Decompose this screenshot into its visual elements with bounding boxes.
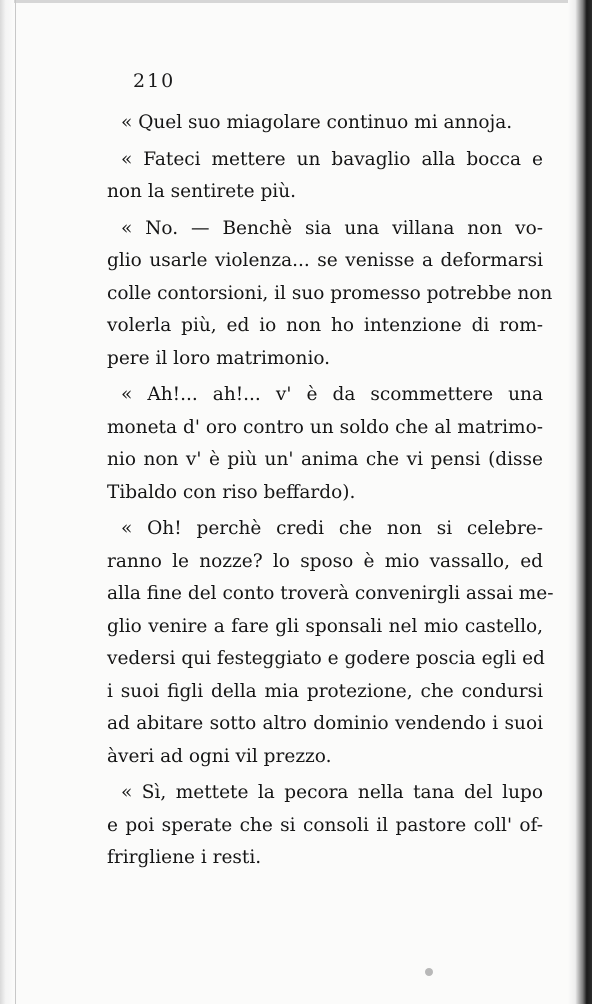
page-number: 210 (133, 70, 176, 92)
text-line: àveri ad ogni vil prezzo. (107, 745, 332, 767)
text-line: moneta d' oro contro un soldo che al matrimo- (107, 416, 543, 438)
book-spine-shadow (568, 0, 592, 1004)
paper-blemish (425, 968, 433, 976)
text-line: i suoi figli della mia protezione, che condursi (107, 680, 543, 702)
text-line: non la sentirete più. (107, 181, 296, 202)
text-line: « Quel suo miagolare continuo mi annoja. (121, 112, 513, 133)
text-line: « Ah!... ah!... v' è da scommettere una (121, 384, 543, 405)
text-line: glio venire a fare gli sponsali nel mio castello, (107, 615, 543, 637)
text-line: ad abitare sotto altro dominio vendendo i suoi (107, 713, 543, 734)
body-text (107, 107, 554, 879)
text-line: ranno le nozze? lo sposo è mio vassallo, ed (107, 550, 543, 572)
paragraph (107, 107, 543, 140)
paragraph (107, 379, 543, 509)
text-line: « No. — Benchè sia una villana non vo- (121, 217, 543, 239)
text-line: volerla più, ed io non ho intenzione di rom- (107, 315, 543, 336)
text-line: nio non v' è più un' anima che vi pensi (disse (107, 449, 543, 470)
text-line: « Fateci mettere un bavaglio alla bocca e (121, 148, 543, 170)
page-left-rule (15, 0, 16, 1004)
paragraph (107, 513, 554, 773)
text-line: Tibaldo con riso beffardo). (107, 481, 356, 503)
text-line: glio usarle violenza... se venisse a deformarsi (107, 250, 543, 271)
paragraph (107, 777, 543, 875)
text-line: « Sì, mettete la pecora nella tana del lupo (121, 782, 543, 803)
text-line: vedersi qui festeggiato e godere poscia egli ed (107, 648, 545, 669)
page-left-edge (0, 0, 14, 1004)
text-line: alla fine del conto troverà convenirgli assai me- (107, 583, 554, 604)
text-line: e poi sperate che si consoli il pastore coll' of- (107, 814, 543, 836)
text-line: pere il loro matrimonio. (107, 347, 331, 369)
text-line: colle contorsioni, il suo promesso potrebbe non (107, 282, 553, 304)
text-line: frirgliene i resti. (107, 847, 262, 868)
text-line: « Oh! perchè credi che non si celebre- (121, 518, 543, 539)
paragraph (107, 144, 543, 209)
paragraph (107, 213, 553, 376)
page-top-edge (0, 0, 592, 3)
